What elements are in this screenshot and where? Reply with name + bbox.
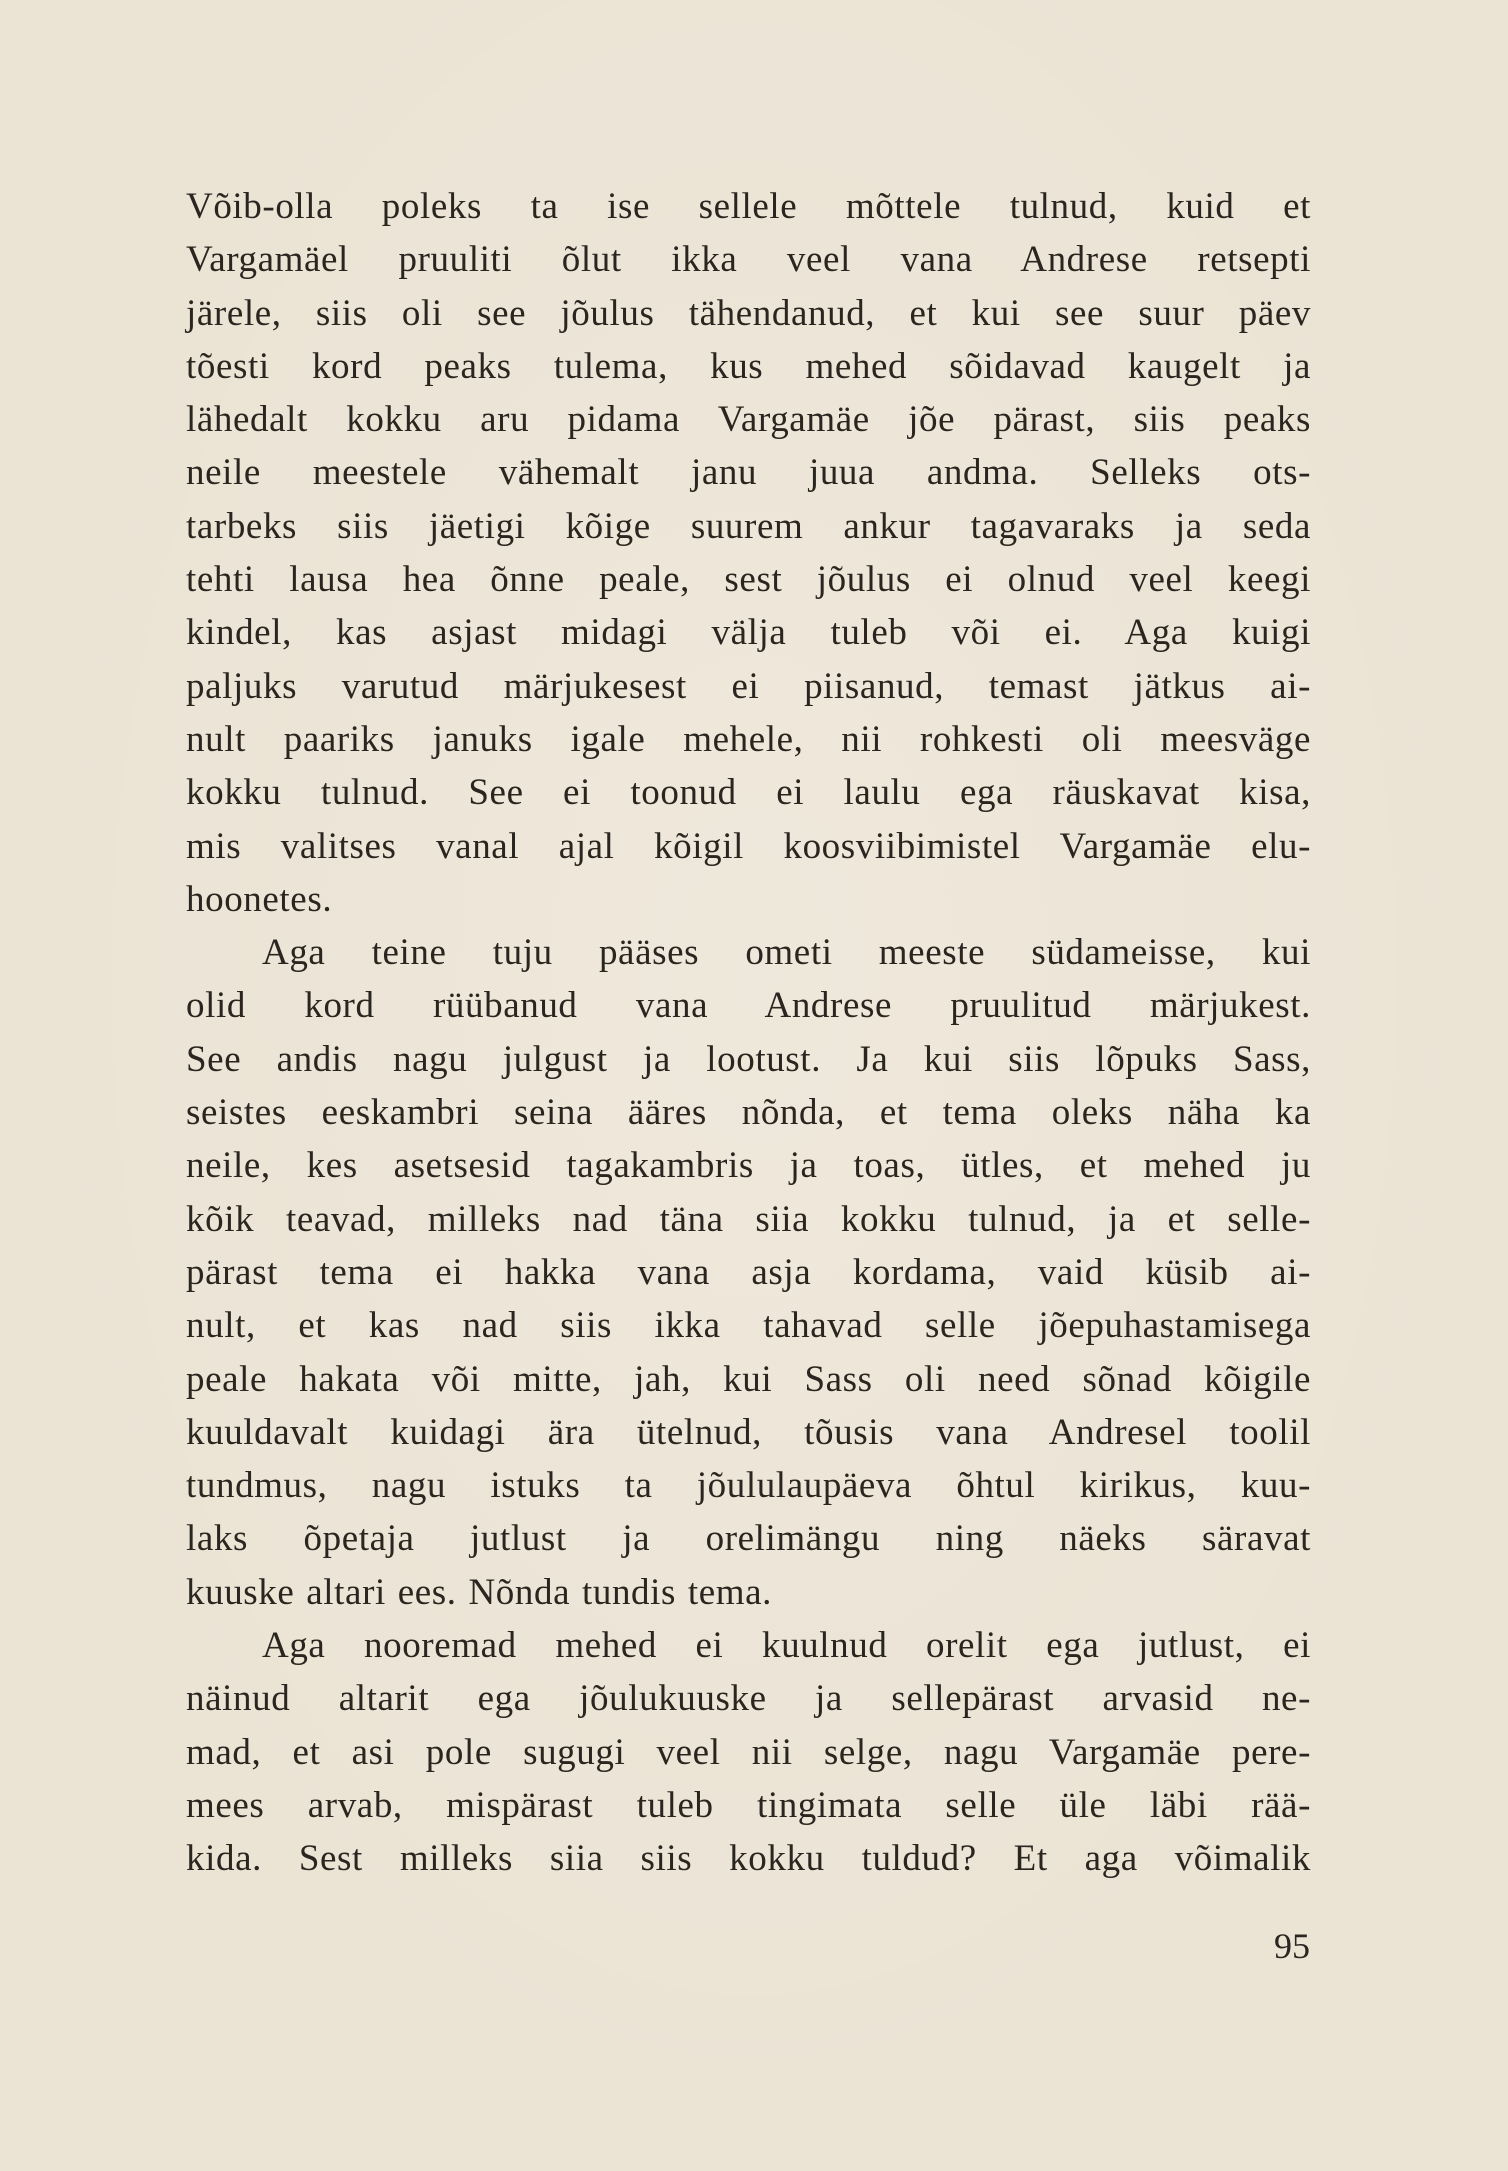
text-line: järele, siis oli see jõulus tähendanud, et kui see suur päev: [186, 292, 1311, 334]
text-line: mees arvab, mispärast tuleb tingimata selle üle läbi rää-: [186, 1784, 1311, 1826]
text-line: kuuske altari ees. Nõnda tundis tema.: [186, 1571, 773, 1613]
text-line: kida. Sest milleks siia siis kokku tuldud? Et aga võimalik: [186, 1838, 1311, 1880]
text-line: tundmus, nagu istuks ta jõululaupäeva õhtul kirikus, kuu-: [186, 1465, 1311, 1507]
text-line: hoonetes.: [186, 878, 333, 920]
paragraph-2: [186, 926, 1311, 1619]
text-line: seistes eeskambri seina ääres nõnda, et tema oleks näha ka: [186, 1092, 1311, 1134]
text-line: paljuks varutud märjukesest ei piisanud, temast jätkus ai-: [186, 665, 1311, 707]
text-line: Vargamäel pruuliti õlut ikka veel vana Andrese retsepti: [186, 239, 1311, 281]
body-text: [186, 180, 1311, 1886]
text-line: See andis nagu julgust ja lootust. Ja kui siis lõpuks Sass,: [186, 1038, 1311, 1080]
text-line: Aga teine tuju pääses ometi meeste südameisse, kui: [262, 932, 1311, 974]
text-line: Aga nooremad mehed ei kuulnud orelit ega jutlust, ei: [262, 1625, 1311, 1667]
paragraph-1: [186, 180, 1311, 926]
text-line: kõik teavad, milleks nad täna siia kokku tulnud, ja et selle-: [186, 1198, 1311, 1240]
text-line: nult, et kas nad siis ikka tahavad selle jõepuhastamisega: [186, 1305, 1311, 1347]
text-line: nult paariks januks igale mehele, nii rohkesti oli meesväge: [186, 718, 1311, 760]
text-line: tehti lausa hea õnne peale, sest jõulus ei olnud veel keegi: [186, 559, 1311, 601]
text-line: mis valitses vanal ajal kõigil koosviibimistel Vargamäe elu-: [186, 825, 1311, 867]
text-line: pärast tema ei hakka vana asja kordama, vaid küsib ai-: [186, 1251, 1311, 1293]
text-line: laks õpetaja jutlust ja orelimängu ning näeks säravat: [186, 1518, 1311, 1560]
text-line: tarbeks siis jäetigi kõige suurem ankur tagavaraks ja seda: [186, 505, 1311, 547]
text-line: olid kord rüübanud vana Andrese pruulitud märjukest.: [186, 985, 1311, 1027]
text-line: peale hakata või mitte, jah, kui Sass oli need sõnad kõigile: [186, 1358, 1311, 1400]
text-line: kindel, kas asjast midagi välja tuleb või ei. Aga kuigi: [186, 612, 1311, 654]
text-line: Võib-olla poleks ta ise sellele mõttele tulnud, kuid et: [186, 186, 1311, 227]
page-number: 95: [1274, 1926, 1310, 1966]
text-line: lähedalt kokku aru pidama Vargamäe jõe pärast, siis peaks: [186, 399, 1311, 441]
text-line: kokku tulnud. See ei toonud ei laulu ega räuskavat kisa,: [186, 772, 1311, 814]
text-line: näinud altarit ega jõulukuuske ja sellepärast arvasid ne-: [186, 1678, 1311, 1720]
paragraph-3: [186, 1619, 1311, 1885]
text-line: mad, et asi pole sugugi veel nii selge, nagu Vargamäe pere-: [186, 1731, 1311, 1773]
text-line: tõesti kord peaks tulema, kus mehed sõidavad kaugelt ja: [186, 345, 1311, 387]
text-line: kuuldavalt kuidagi ära ütelnud, tõusis vana Andresel toolil: [186, 1411, 1311, 1453]
text-line: neile, kes asetsesid tagakambris ja toas, ütles, et mehed ju: [186, 1145, 1311, 1187]
text-line: neile meestele vähemalt janu juua andma. Selleks ots-: [186, 452, 1311, 494]
